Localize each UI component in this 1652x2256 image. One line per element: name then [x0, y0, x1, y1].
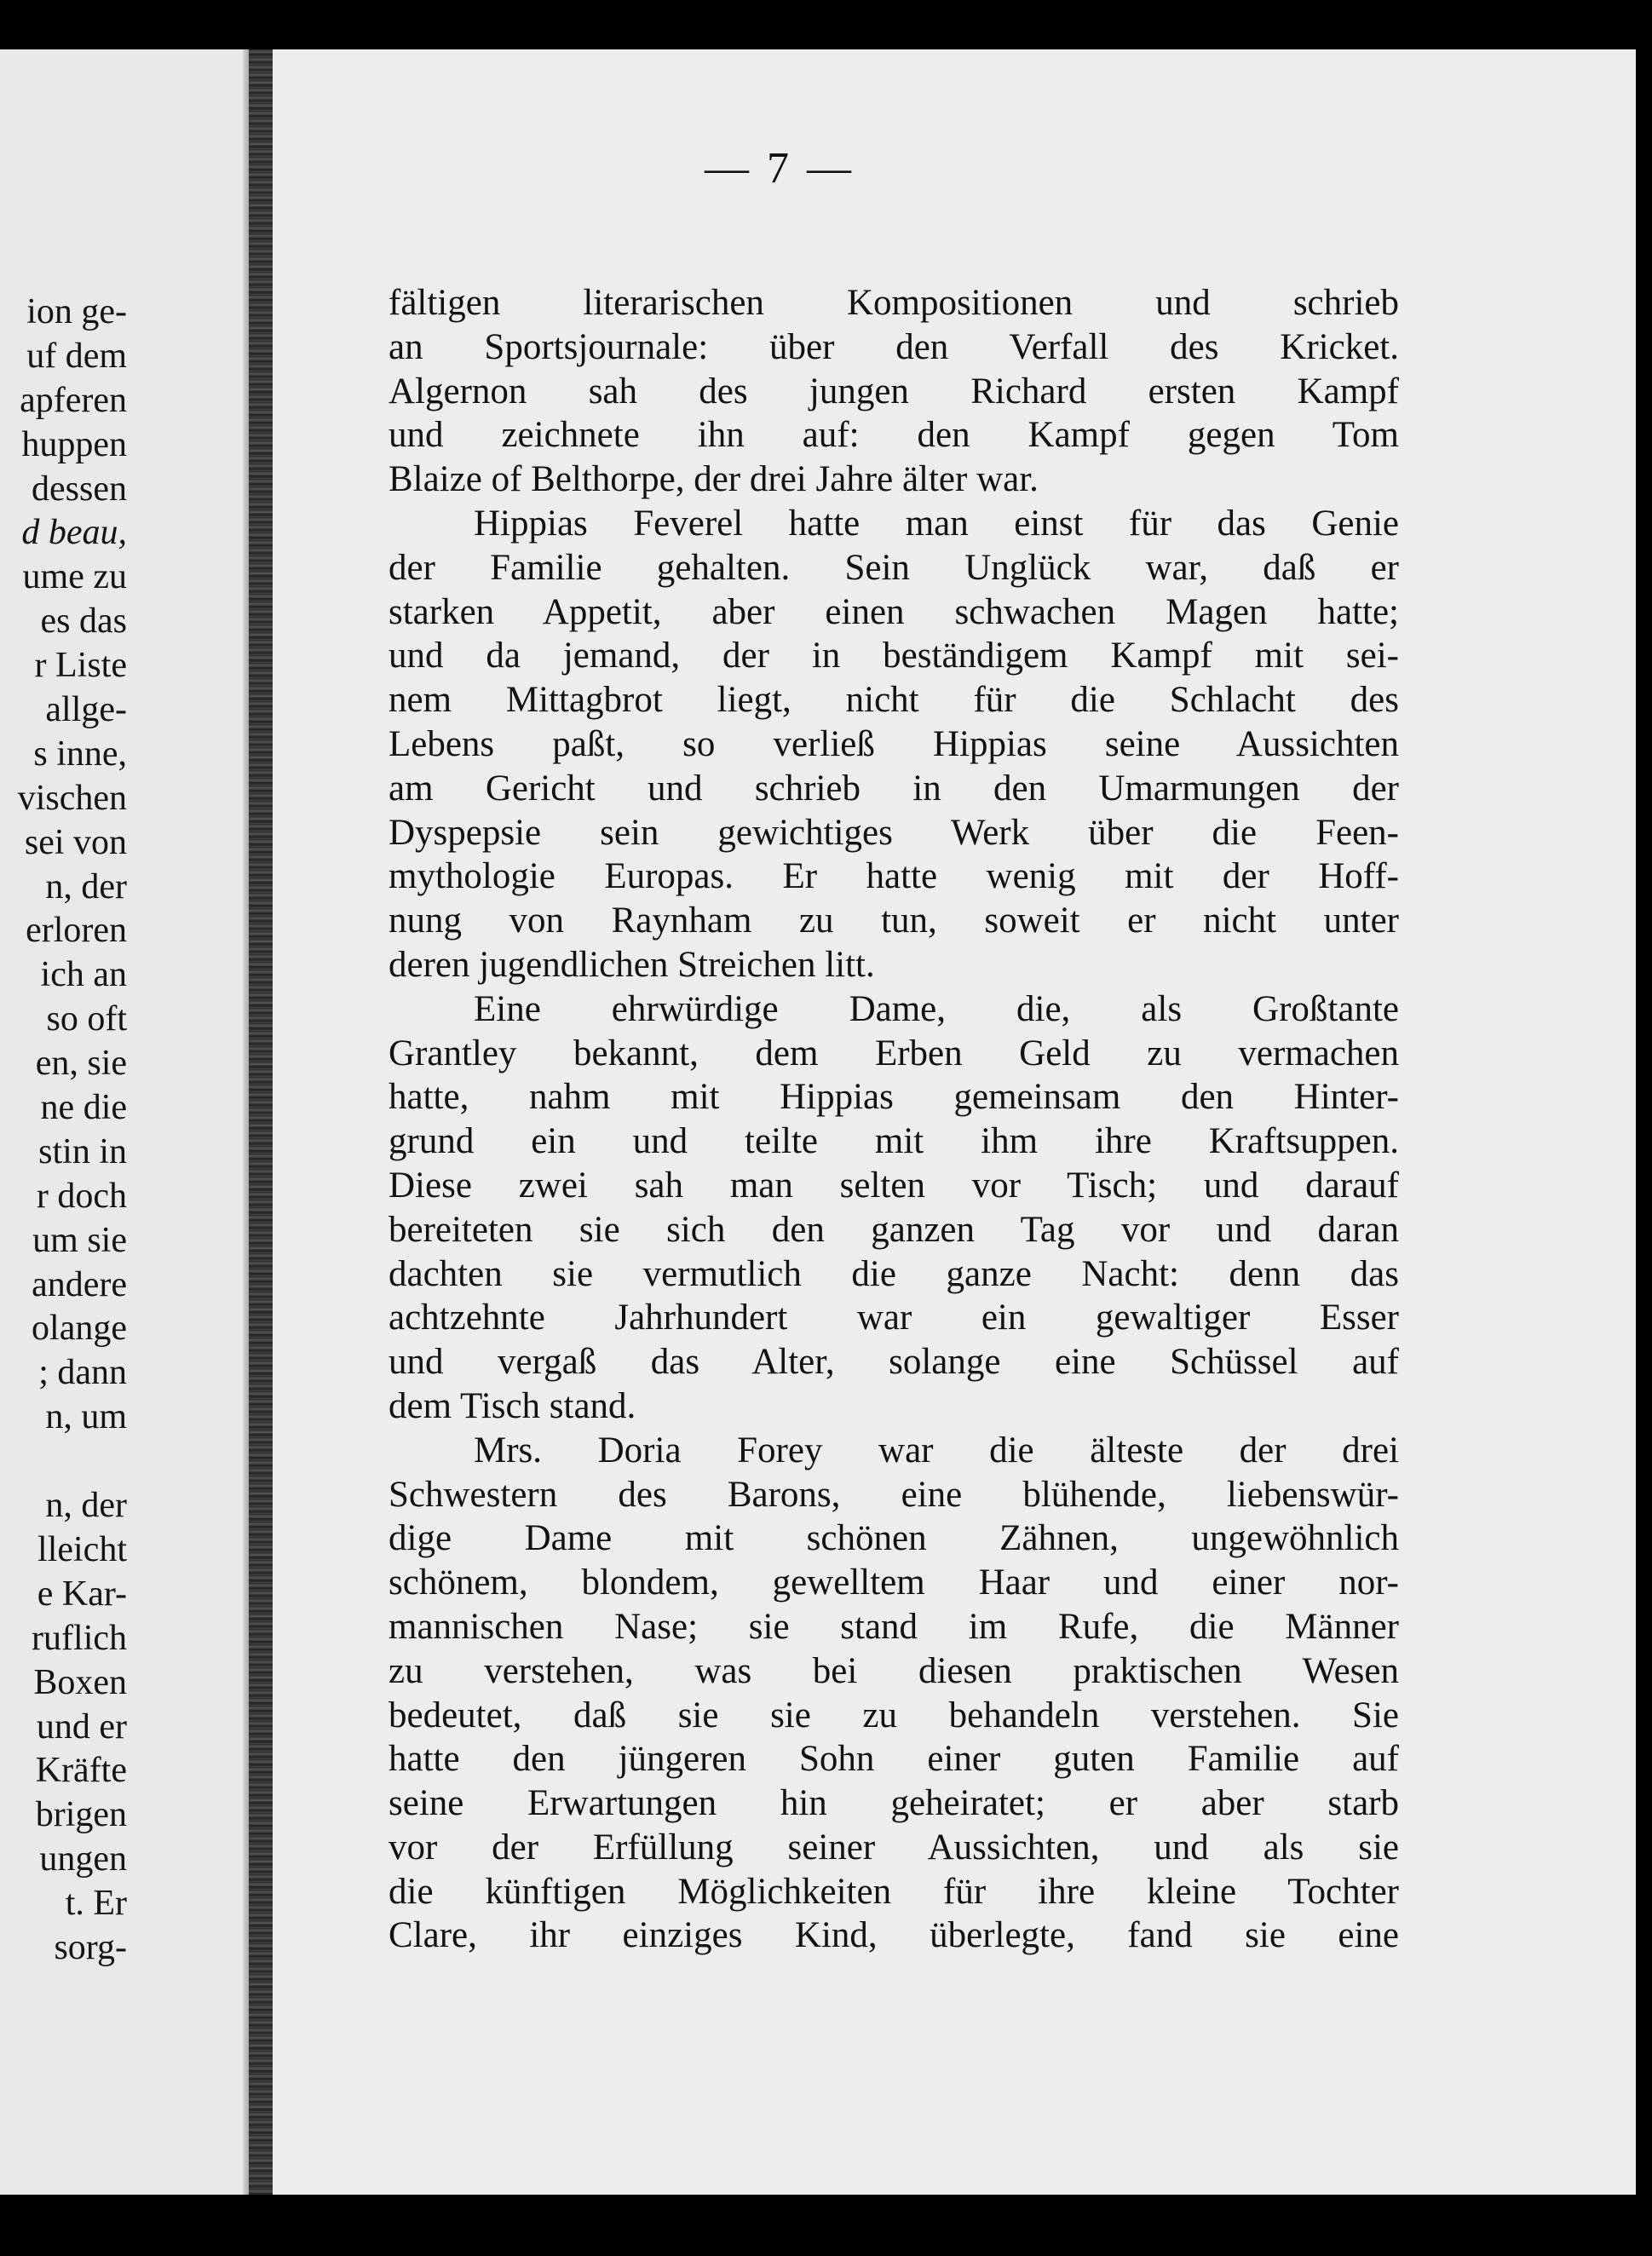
left-line: so oft [46, 999, 127, 1039]
left-line: brigen [35, 1795, 127, 1835]
text-line: vor der Erfüllung seiner Aussichten, und als sie [389, 1827, 1399, 1868]
left-line: sei von [24, 822, 127, 862]
paragraph-start-line: Mrs. Doria Forey war die älteste der drei [474, 1430, 1399, 1470]
text-line: zu verstehen, was bei diesen praktischen Wesen [389, 1650, 1399, 1691]
left-line: ruflich [32, 1618, 127, 1658]
left-line: ich an [40, 955, 127, 995]
text-line: seine Erwartungen hin geheiratet; er aber starb [389, 1783, 1399, 1824]
text-line: grund ein und teilte mit ihm ihre Kraftsuppen. [389, 1121, 1399, 1162]
page-body-text [389, 281, 1399, 1958]
left-line: ne die [40, 1088, 127, 1128]
text-line: hatte den jüngeren Sohn einer guten Familie auf [389, 1739, 1399, 1780]
text-line: die künftigen Möglichkeiten für ihre kleine Tochter [389, 1871, 1399, 1912]
left-line: allge- [45, 690, 127, 730]
text-line: starken Appetit, aber einen schwachen Magen hatte; [389, 591, 1399, 632]
text-line: der Familie gehalten. Sein Unglück war, daß er [389, 547, 1399, 588]
left-line: t. Er [65, 1884, 127, 1924]
left-line: erloren [26, 911, 127, 951]
left-line: n, der [45, 866, 127, 906]
left-line: es das [40, 601, 127, 642]
left-line: um sie [32, 1220, 127, 1260]
left-line: lleicht [37, 1529, 127, 1569]
text-line: und zeichnete ihn auf: den Kampf gegen Tom [389, 415, 1399, 456]
paragraph-start-line: Hippias Feverel hatte man einst für das Genie [474, 503, 1399, 544]
left-line: s inne, [33, 734, 127, 774]
paragraph-start-line: Eine ehrwürdige Dame, die, als Großtante [474, 988, 1399, 1029]
text-line: mythologie Europas. Er hatte wenig mit der Hoff- [389, 856, 1399, 897]
text-line: dem Tisch stand. [389, 1385, 636, 1426]
text-line: dachten sie vermutlich die ganze Nacht: denn das [389, 1253, 1399, 1294]
text-line: und vergaß das Alter, solange eine Schüssel auf [389, 1342, 1399, 1383]
text-line: mannischen Nase; sie stand im Rufe, die Männer [389, 1606, 1399, 1647]
left-line: Kräfte [35, 1751, 127, 1791]
left-line: r doch [36, 1176, 127, 1216]
left-line: huppen [21, 424, 127, 464]
left-line: e Kar- [37, 1574, 127, 1614]
text-line: schönem, blondem, gewelltem Haar und einer nor- [389, 1563, 1399, 1603]
text-line: bedeutet, daß sie sie zu behandeln verstehen. Sie [389, 1695, 1399, 1735]
text-line: Schwestern des Barons, eine blühende, liebenswür- [389, 1474, 1399, 1515]
text-line: und da jemand, der in beständigem Kampf mit sei- [389, 636, 1399, 676]
text-line: Grantley bekannt, dem Erben Geld zu vermachen [389, 1033, 1399, 1073]
text-line: Dyspepsie sein gewichtiges Werk über die Feen- [389, 812, 1399, 853]
left-line: uf dem [26, 336, 127, 376]
text-line: nung von Raynham zu tun, soweit er nicht unter [389, 901, 1399, 941]
text-line: Diese zwei sah man selten vor Tisch; und darauf [389, 1165, 1399, 1206]
text-line: nem Mittagbrot liegt, nicht für die Schlacht des [389, 680, 1399, 721]
text-line: fältigen literarischen Kompositionen und schrieb [389, 283, 1399, 323]
left-line: olange [32, 1309, 127, 1349]
left-line: ion ge- [26, 292, 127, 331]
left-line: ungen [39, 1839, 127, 1879]
text-line: bereiteten sie sich den ganzen Tag vor und daran [389, 1209, 1399, 1250]
left-line: n, um [45, 1397, 127, 1437]
page-number: — 7 — [705, 144, 855, 193]
left-line: andere [32, 1264, 127, 1304]
text-line: hatte, nahm mit Hippias gemeinsam den Hinter- [389, 1077, 1399, 1118]
text-line: dige Dame mit schönen Zähnen, ungewöhnlich [389, 1518, 1399, 1559]
left-line: sorg- [54, 1927, 127, 1967]
text-line: Blaize of Belthorpe, der drei Jahre älter war. [389, 459, 1039, 500]
text-line: Algernon sah des jungen Richard ersten Kampf [389, 371, 1399, 411]
text-line: Clare, ihr einziges Kind, überlegte, fand sie eine [389, 1915, 1399, 1956]
text-line: deren jugendlichen Streichen litt. [389, 944, 875, 985]
text-line: am Gericht und schrieb in den Umarmungen der [389, 768, 1399, 809]
text-line: achtzehnte Jahrhundert war ein gewaltiger Esser [389, 1298, 1399, 1338]
left-page [0, 49, 251, 2195]
left-line: Boxen [33, 1662, 127, 1702]
left-line: vischen [17, 778, 127, 818]
left-line: r Liste [34, 646, 127, 686]
left-line: n, der [45, 1486, 127, 1526]
left-line: apferen [20, 380, 127, 420]
left-line: stin in [38, 1131, 127, 1171]
left-page-text [18, 291, 127, 1971]
left-line: en, sie [35, 1044, 127, 1084]
text-line: an Sportsjournale: über den Verfall des Kricket. [389, 326, 1399, 367]
left-line: ; dann [38, 1353, 127, 1393]
text-line: Lebens paßt, so verließ Hippias seine Aussichten [389, 723, 1399, 764]
left-line: dessen [32, 469, 127, 509]
left-line: d beau, [21, 513, 127, 553]
left-line [18, 1440, 127, 1484]
left-line: und er [36, 1706, 127, 1747]
book-binding [249, 49, 274, 2195]
left-line: ume zu [22, 557, 127, 597]
